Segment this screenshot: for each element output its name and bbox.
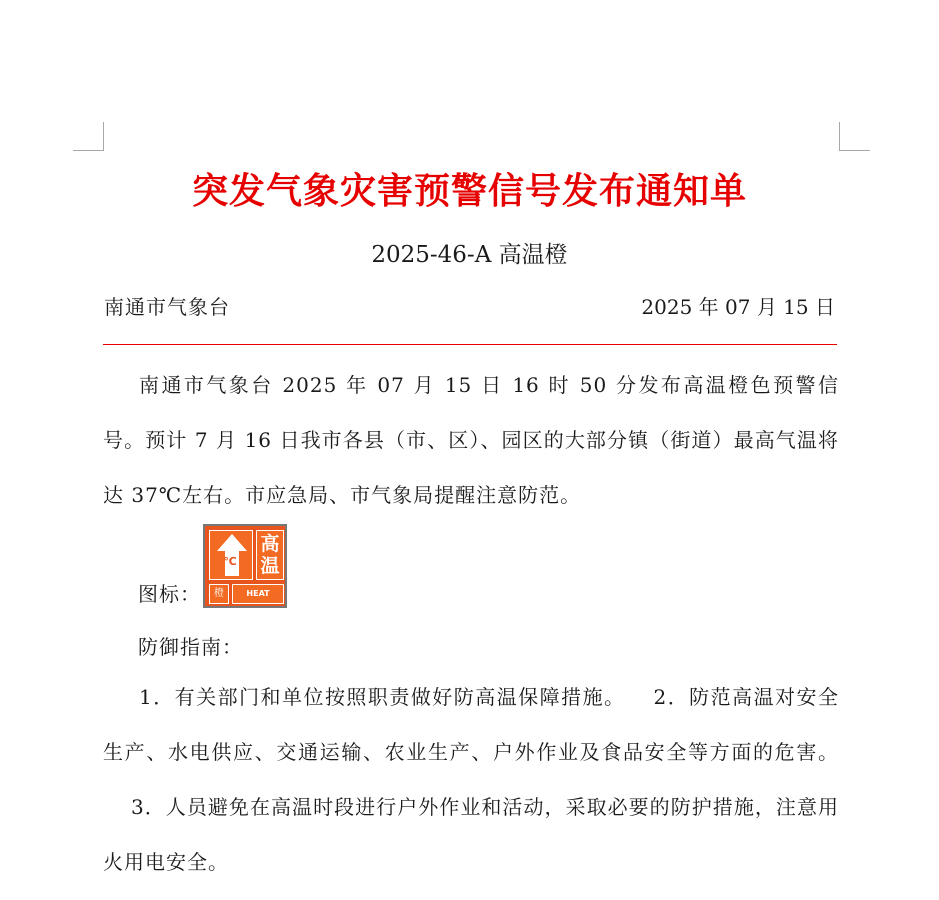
icon-label: 图标： <box>138 582 201 606</box>
signal-icon-row <box>138 520 287 616</box>
signal-main-chars: 高温 <box>256 530 284 580</box>
document-title: 突发气象灾害预警信号发布通知单 <box>191 170 747 212</box>
page-corner-mark-top-left <box>73 122 104 151</box>
header-divider <box>103 344 837 345</box>
guide-item-1: 1．有关部门和单位按照职责做好防高温保障措施。 <box>139 685 626 709</box>
degree-symbol: ℃ <box>223 555 237 568</box>
signal-thermometer-panel <box>209 530 253 580</box>
document-subtitle: 2025-46-A 高温橙 <box>371 242 568 268</box>
guide-paragraph <box>103 670 839 890</box>
page-corner-mark-top-right <box>839 122 870 151</box>
guide-item-3: 3．人员避免在高温时段进行户外作业和活动，采取必要的防护措施，注意用火用电安全。 <box>103 795 839 874</box>
signal-english-label: HEAT WAVE <box>232 584 284 604</box>
guide-item-2: 2．防范高温对安全生产、水电供应、交通运输、农业生产、户外作业及食品安全等方面的危害。 <box>103 685 839 764</box>
heat-wave-signal-icon <box>203 524 287 616</box>
signal-level-char: 橙 <box>209 584 229 604</box>
issue-date: 2025 年 07 月 15 日 <box>641 295 835 319</box>
main-paragraph: 南通市气象台 2025 年 07 月 15 日 16 时 50 分发布高温橙色预警信号。预计 7 月 16 日我市各县（市、区）、园区的大部分镇（街道）最高气温将达 37℃左右。市应急局、市气象局提醒注意防范。 <box>103 373 839 507</box>
guide-heading: 防御指南： <box>138 635 243 659</box>
issuer-name: 南通市气象台 <box>104 295 230 319</box>
